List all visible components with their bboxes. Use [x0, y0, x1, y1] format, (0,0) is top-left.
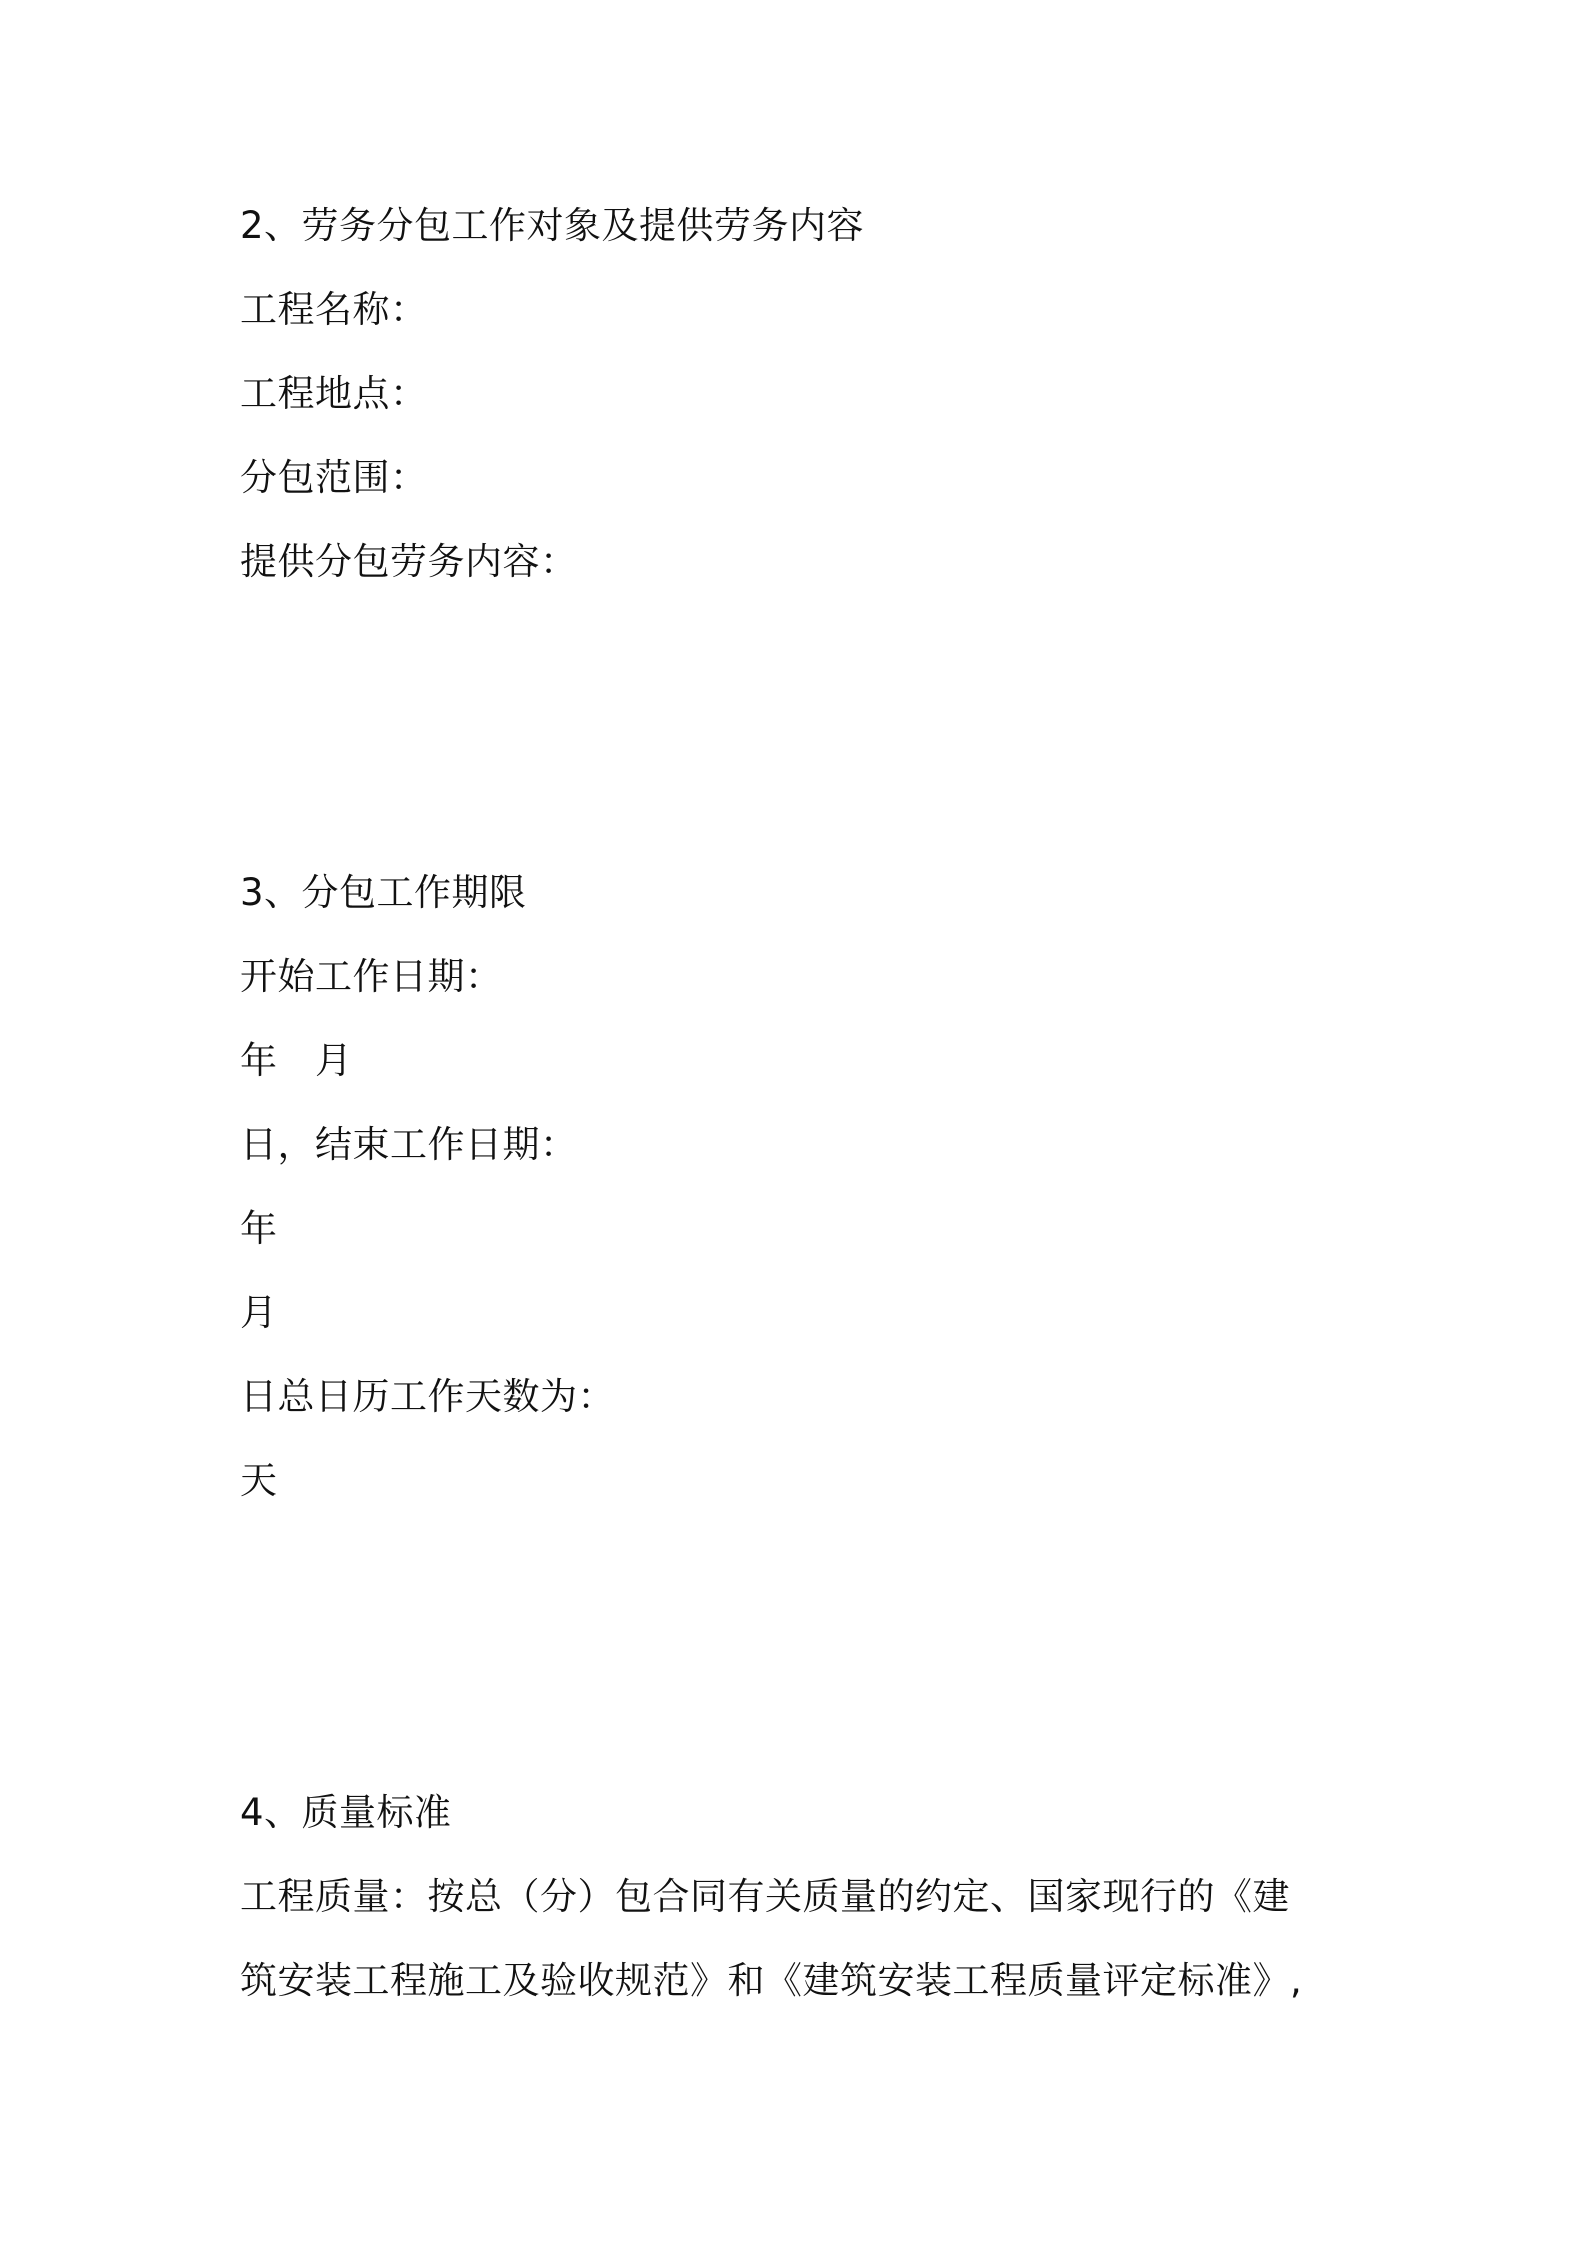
quality-text-line-1: 工程质量：按总（分）包合同有关质量的约定、国家现行的《建 — [240, 1875, 1290, 1918]
section-4-heading: 4、质量标准 — [240, 1791, 452, 1834]
year-month-line: 年 月 — [240, 1039, 353, 1082]
year-line: 年 — [240, 1207, 278, 1250]
total-days-label: 日总日历工作天数为： — [240, 1375, 615, 1418]
quality-text-line-2: 筑安装工程施工及验收规范》和《建筑安装工程质量评定标准》, — [240, 1959, 1303, 2002]
project-name-label: 工程名称： — [240, 288, 428, 331]
section-2-heading: 2、劳务分包工作对象及提供劳务内容 — [240, 204, 865, 247]
section-3-heading: 3、分包工作期限 — [240, 871, 527, 914]
labor-content-label: 提供分包劳务内容： — [240, 540, 578, 583]
start-date-label: 开始工作日期： — [240, 955, 503, 998]
month-line: 月 — [240, 1291, 278, 1334]
subcontract-scope-label: 分包范围： — [240, 456, 428, 499]
project-location-label: 工程地点： — [240, 372, 428, 415]
end-date-label: 日，结束工作日期： — [240, 1123, 578, 1166]
days-line: 天 — [240, 1459, 278, 1502]
